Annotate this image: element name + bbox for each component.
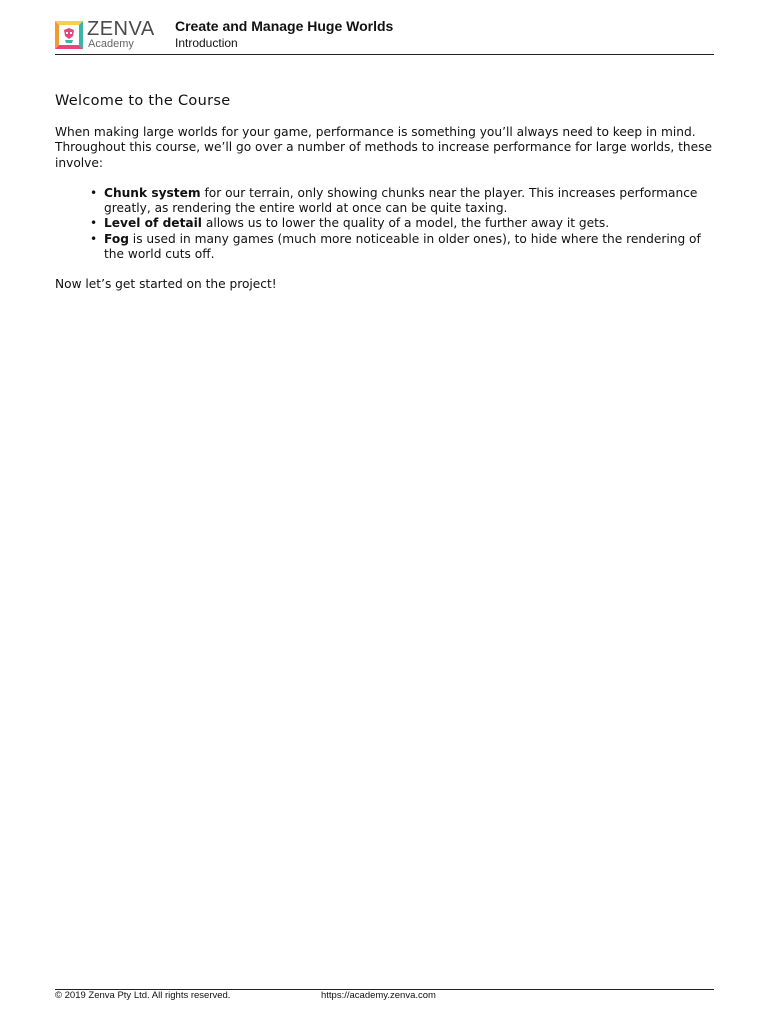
document-title: Create and Manage Huge Worlds: [175, 18, 394, 34]
zenva-logo-icon: [55, 21, 83, 49]
bullet-dot-icon: •: [90, 231, 98, 246]
logo-subtitle: Academy: [88, 38, 134, 50]
bullet-text: is used in many games (much more noticeable in older ones), to hide where the rendering of the world cuts off.: [104, 231, 701, 262]
outro-paragraph: Now let’s get started on the project!: [55, 277, 277, 292]
bullet-term: Level of detail: [104, 216, 202, 231]
bullet-term: Chunk system: [104, 185, 201, 200]
footer-url-link[interactable]: https://academy.zenva.com: [321, 990, 436, 1001]
page-content: [55, 92, 715, 293]
bullet-item-level-of-detail: [90, 216, 715, 231]
logo-wordmark: ZENVA: [87, 18, 155, 40]
bullet-item-chunk-system: [90, 185, 715, 217]
bullet-item-fog: [90, 231, 715, 263]
bullet-dot-icon: •: [90, 185, 98, 200]
intro-paragraph: When making large worlds for your game, performance is something you’ll always need to keep in mind. Throughout this course, we’ll go over a number of methods to increase performance for large worlds, these involve:: [55, 125, 712, 170]
page-header: [55, 18, 714, 55]
page-footer: [55, 989, 714, 1004]
bullet-term: Fog: [104, 231, 129, 246]
bullet-text: for our terrain, only showing chunks near the player. This increases performance greatly, as rendering the entire world at once can be quite taxing.: [104, 185, 698, 216]
section-heading: Welcome to the Course: [55, 93, 231, 109]
zenva-logo: [55, 18, 170, 52]
bullet-text: allows us to lower the quality of a model, the further away it gets.: [201, 216, 610, 231]
bullet-list: [55, 186, 715, 262]
document-subtitle: Introduction: [175, 36, 238, 50]
bullet-dot-icon: •: [90, 216, 98, 231]
footer-copyright: © 2019 Zenva Pty Ltd. All rights reserved.: [55, 990, 231, 1001]
